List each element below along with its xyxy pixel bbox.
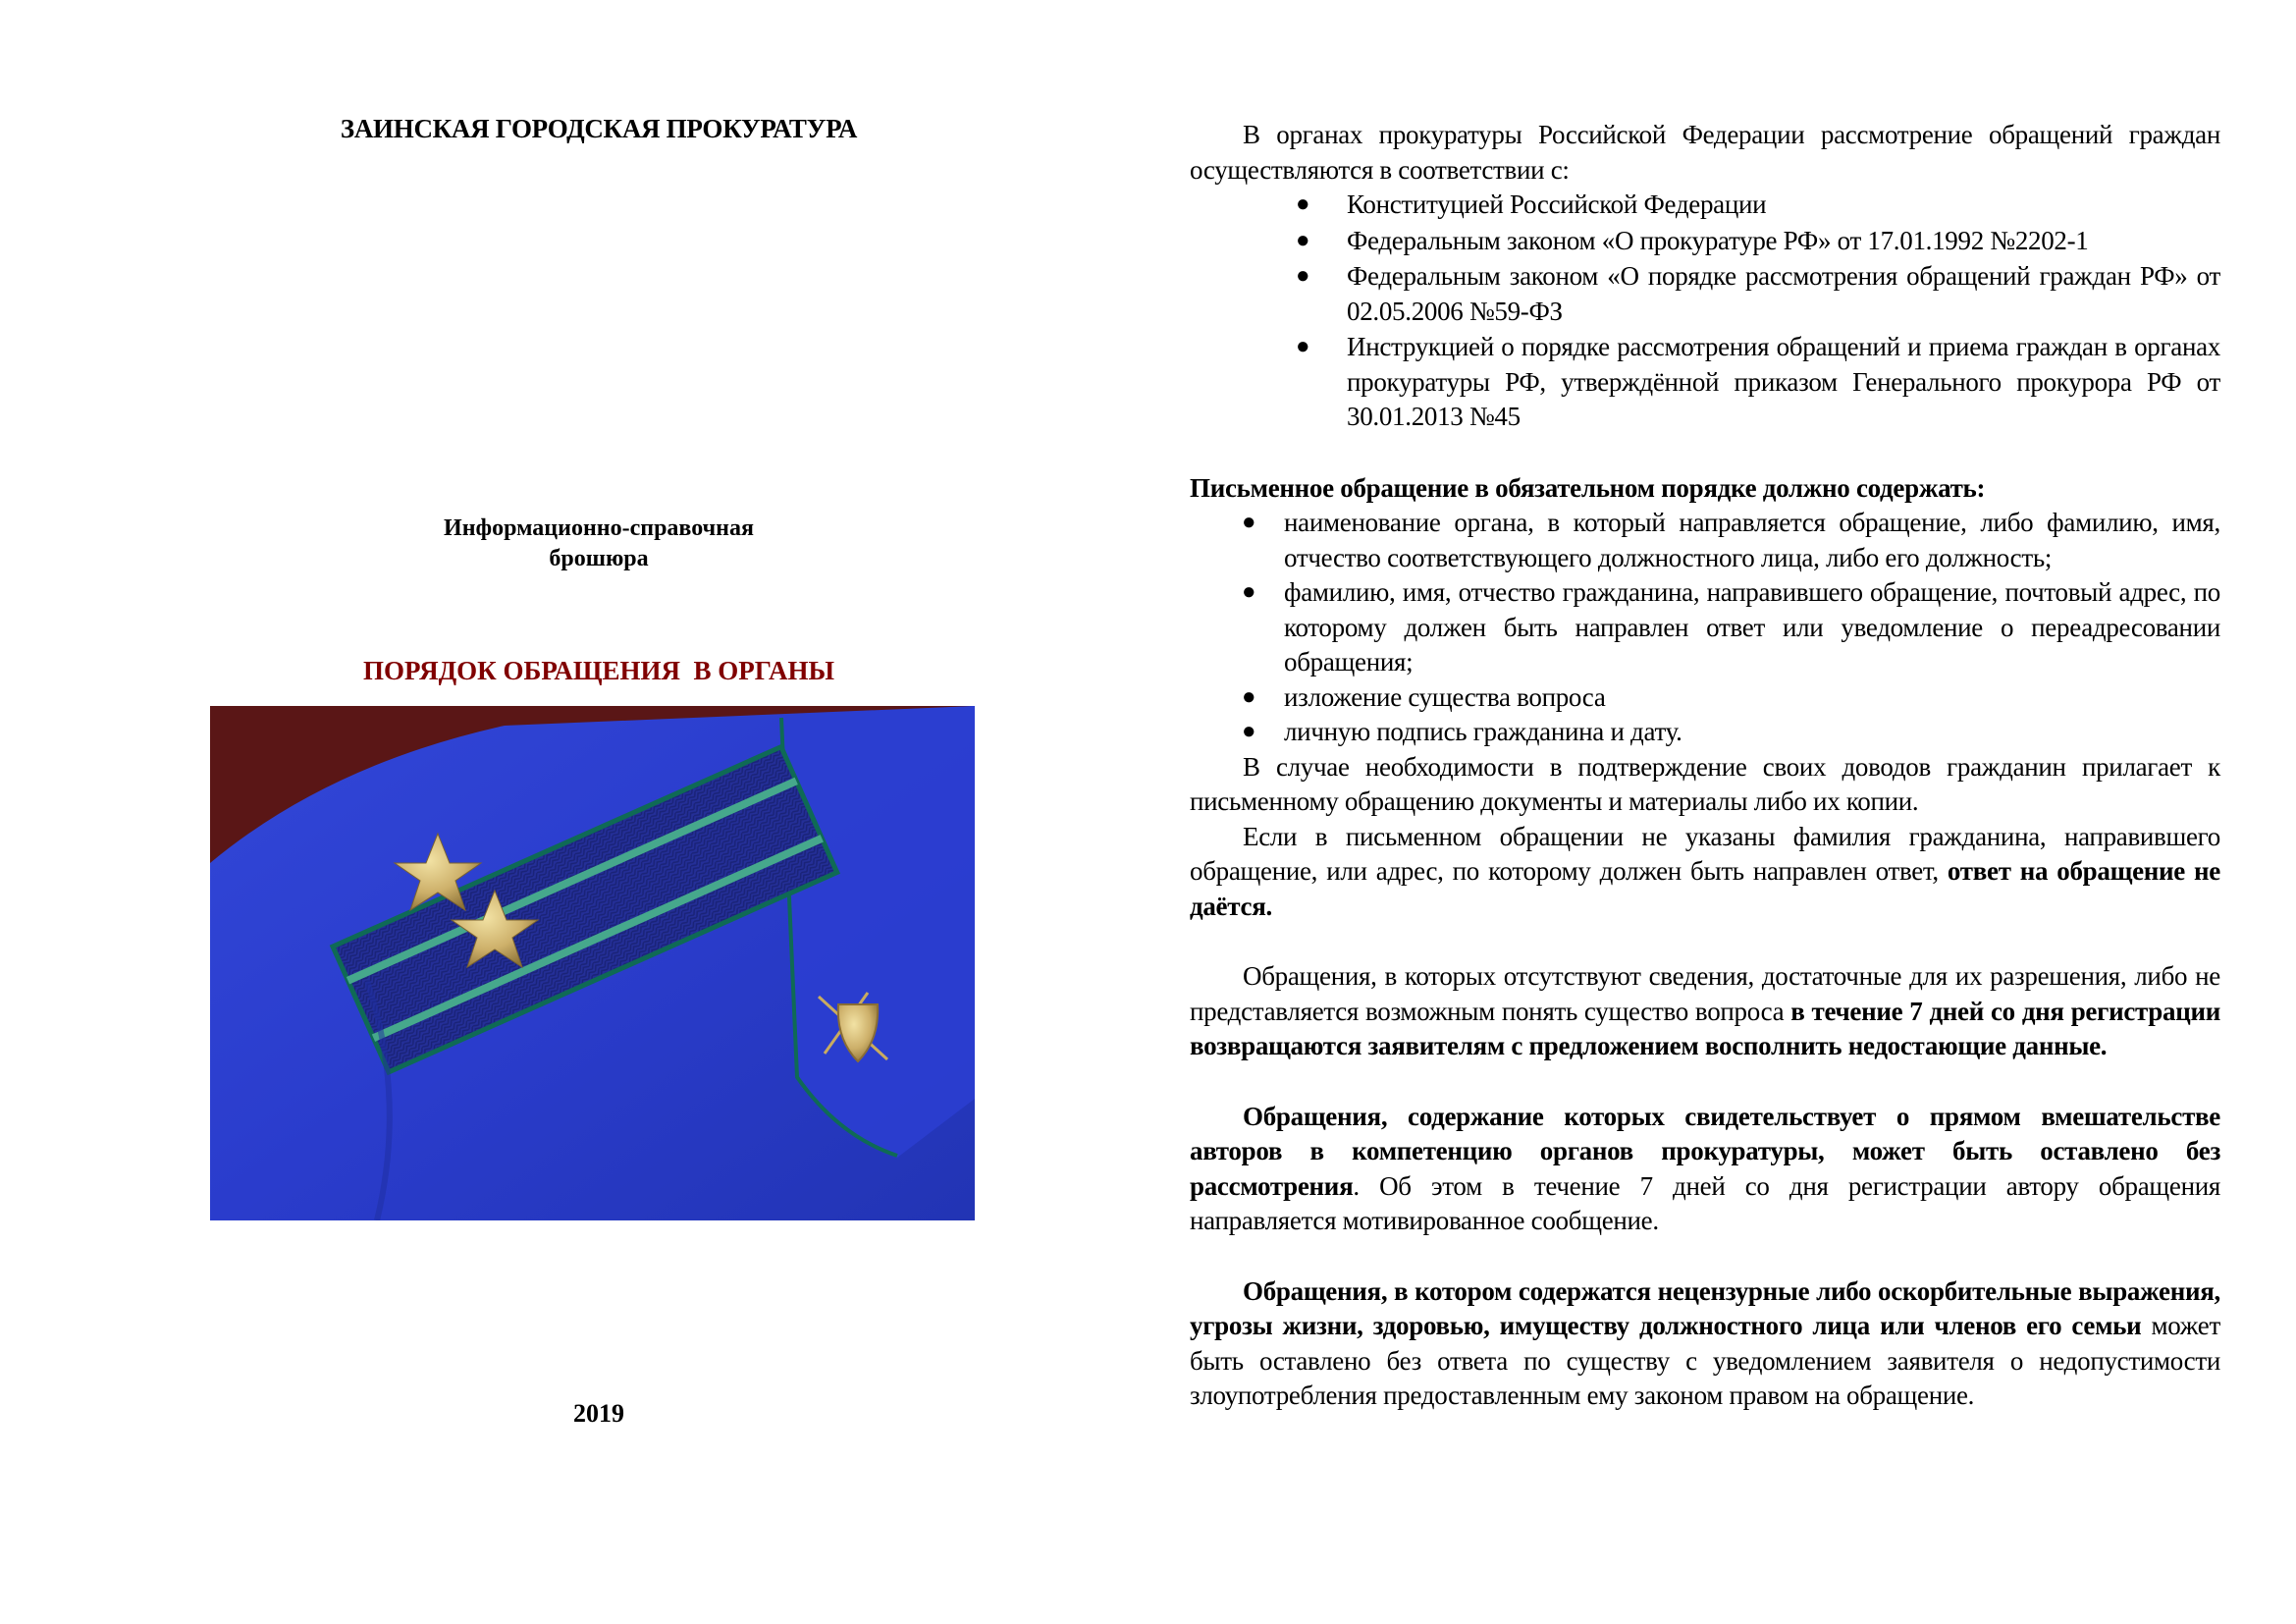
right-page-content	[1148, 0, 2296, 1624]
interference-paragraph: Обращения, содержание которых свидетельствует о прямом вмешательстве авторов в компетенцию органов прокуратуры, может быть оставлено без рассмотрения. Об этом в течение 7 дней со дня регистрации автору обращения направляется мотивированное сообщение.	[1190, 1101, 2220, 1235]
list-item: ● наименование органа, в который направляется обращение, либо фамилию, имя, отчество соответствующего должностного лица, либо его должность;	[1242, 508, 2220, 572]
intro-paragraph: В органах прокуратуры Российской Федерации рассмотрение обращений граждан осуществляются в соответствии с:	[1190, 120, 2220, 185]
list-item: ● изложение существа вопроса	[1190, 680, 2220, 716]
organization-title: ЗАИНСКАЯ ГОРОДСКАЯ ПРОКУРАТУРА	[340, 114, 858, 143]
bullet-icon: ●	[1242, 510, 1256, 535]
subtitle-line-1: Информационно-справочная	[444, 515, 754, 541]
uniform-shoulder-board-photo	[210, 706, 975, 1220]
bullet-icon: ●	[1296, 191, 1310, 217]
list-item: ● Федеральным законом «О порядке рассмотрения обращений граждан РФ» от 02.05.2006 №59-ФЗ	[1296, 261, 2220, 326]
list-item: ● Федеральным законом «О прокуратуре РФ» от 17.01.1992 №2202-1	[1190, 224, 2220, 259]
requirements-list	[1190, 506, 2220, 750]
insufficient-info-paragraph: Обращения, в которых отсутствуют сведения, достаточные для их разрешения, либо не представляется возможным понять существо вопроса в течение 7 дней со дня регистрации возвращаются заявителям с предложением восполнить недостающие данные.	[1190, 961, 2220, 1060]
requirements-heading: Письменное обращение в обязательном порядке должно содержать:	[1190, 472, 1986, 503]
bullet-icon: ●	[1296, 334, 1310, 359]
publication-year: 2019	[573, 1399, 624, 1428]
list-item: ● Конституцией Российской Федерации	[1190, 188, 2220, 223]
attachments-paragraph: В случае необходимости в подтверждение своих доводов гражданин прилагает к письменному обращению документы и материалы либо их копии.	[1190, 751, 2220, 816]
bullet-icon: ●	[1296, 227, 1310, 253]
list-item: ● личную подпись гражданина и дату.	[1190, 715, 2220, 750]
list-item: ● Инструкцией о порядке рассмотрения обращений и приема граждан в органах прокуратуры РФ, утверждённой приказом Генерального прокурора РФ от 30.01.2013 №45	[1296, 332, 2220, 431]
list-item: ● фамилию, имя, отчество гражданина, направившего обращение, почтовый адрес, по которому должен быть направлен ответ или уведомление о переадресовании обращения;	[1242, 577, 2220, 677]
bullet-icon: ●	[1242, 579, 1256, 605]
brochure-subtitle	[0, 514, 1198, 574]
abusive-content-paragraph: Обращения, в котором содержатся нецензурные либо оскорбительные выражения, угрозы жизни, здоровью, имуществу должностного лица или членов его семьи может быть оставлено без ответа по существу с уведомлением заявителя о недопустимости злоупотребления предоставленным ему законом правом на обращение.	[1190, 1275, 2220, 1410]
main-title-line-1: ПОРЯДОК ОБРАЩЕНИЯ В ОРГАНЫ	[362, 656, 835, 685]
bullet-icon: ●	[1242, 683, 1256, 710]
bullet-icon: ●	[1296, 263, 1310, 289]
bullet-icon: ●	[1242, 719, 1256, 744]
legal-basis-list	[1190, 188, 2220, 435]
content-column	[1190, 118, 2220, 1414]
subtitle-line-2: брошюра	[549, 546, 649, 571]
no-name-paragraph: Если в письменном обращении не указаны фамилия гражданина, направившего обращение, или адрес, по которому должен быть направлен ответ, ответ на обращение не даётся.	[1190, 821, 2220, 921]
